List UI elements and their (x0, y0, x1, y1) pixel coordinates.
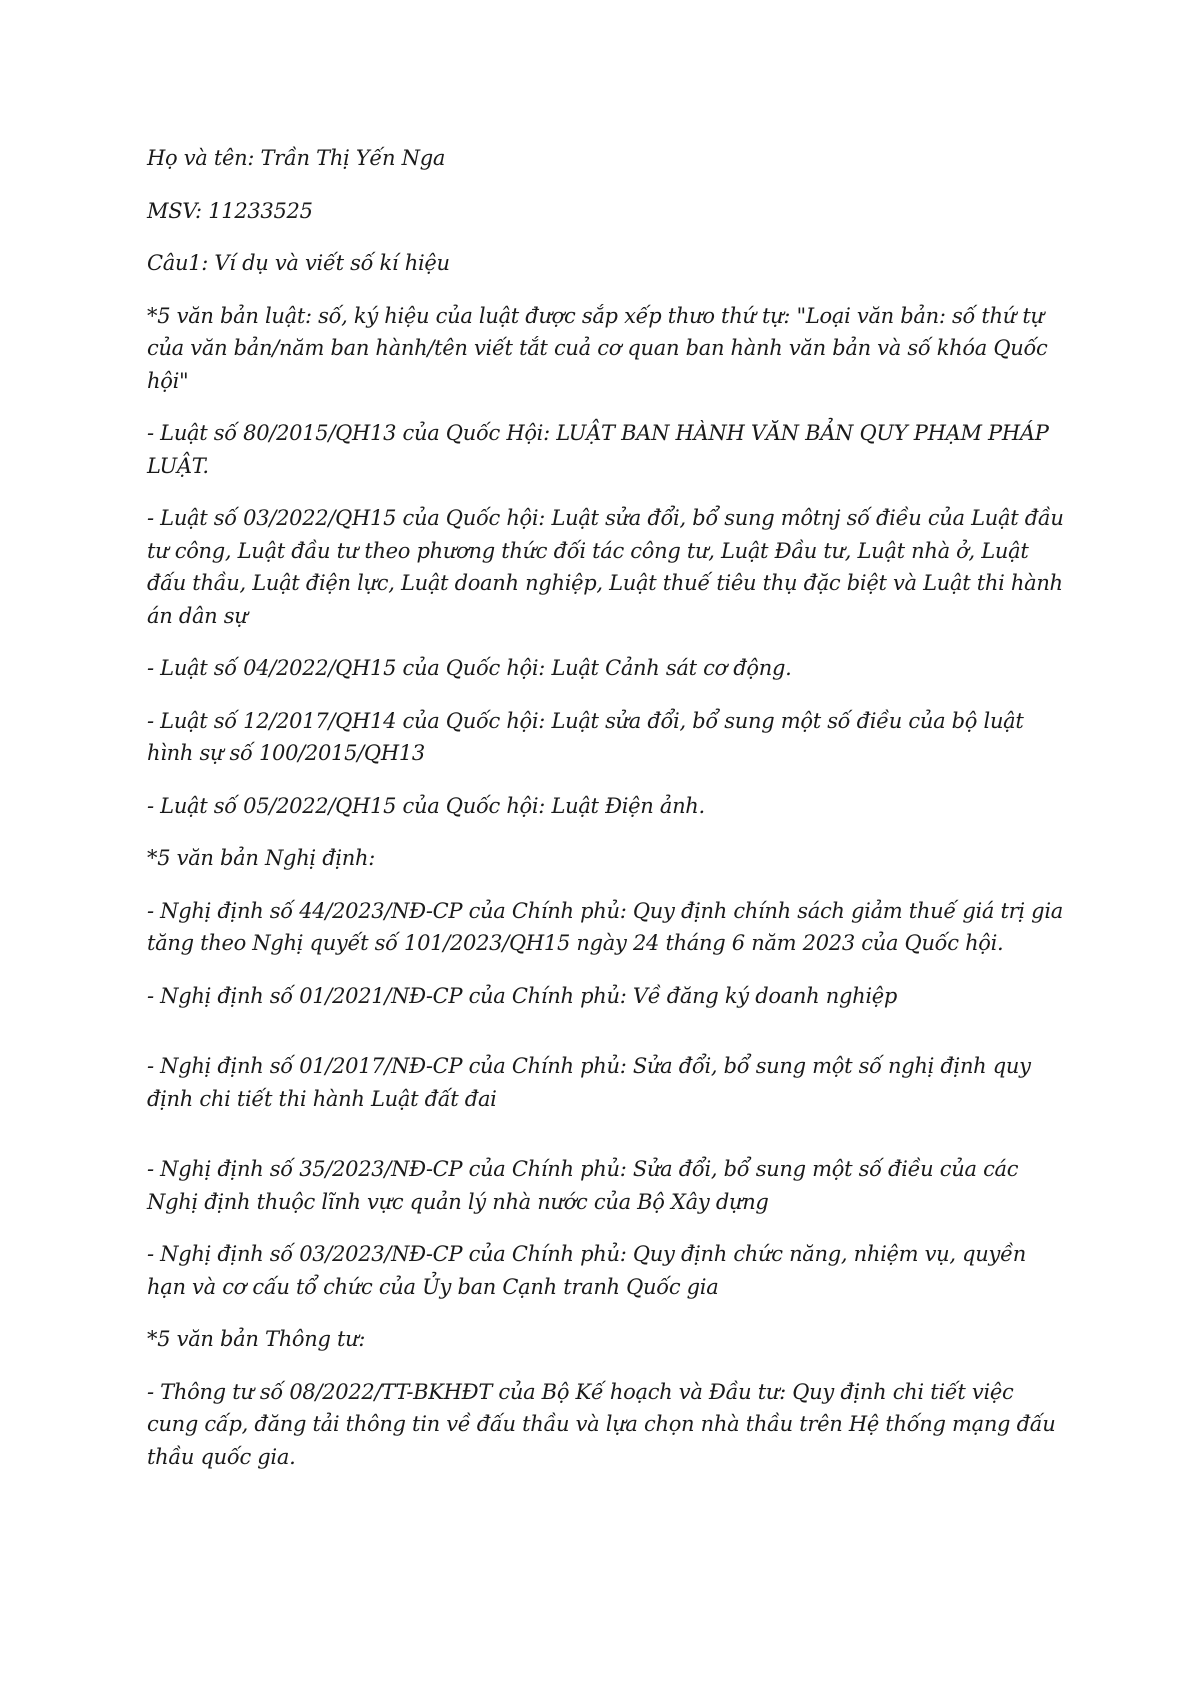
circulars-heading: *5 văn bản Thông tư: (147, 1327, 366, 1351)
law-item: - Luật số 03/2022/QH15 của Quốc hội: Luật sửa đổi, bổ sung môtnj số điều của Luật đầu tư công, Luật đầu tư theo phương thức đối tác công tư, Luật Đầu tư, Luật nhà ở, Luật đấu thầu, Luật điện lực, Luật doanh nghiệp, Luật thuế tiêu thụ đặc biệt và Luật thi hành án dân sự (147, 506, 1064, 628)
decree-item: - Nghị định số 44/2023/NĐ-CP của Chính phủ: Quy định chính sách giảm thuế giá trị gia tăng theo Nghị quyết số 101/2023/QH15 ngày 24 tháng 6 năm 2023 của Quốc hội. (147, 898, 1063, 955)
decree-item: - Nghị định số 03/2023/NĐ-CP của Chính phủ: Quy định chức năng, nhiệm vụ, quyền hạn và cơ cấu tổ chức của Ủy ban Cạnh tranh Quốc gia (147, 1242, 1026, 1299)
law-item: - Luật số 80/2015/QH13 của Quốc Hội: LUẬT BAN HÀNH VĂN BẢN QUY PHẠM PHÁP LUẬT. (147, 421, 1049, 478)
decrees-heading: *5 văn bản Nghị định: (147, 846, 376, 870)
document-body (147, 142, 1065, 1493)
law-item: - Luật số 04/2022/QH15 của Quốc hội: Luật Cảnh sát cơ động. (147, 656, 792, 680)
student-name: Họ và tên: Trần Thị Yến Nga (147, 146, 446, 170)
decree-item: - Nghị định số 35/2023/NĐ-CP của Chính phủ: Sửa đổi, bổ sung một số điều của các Nghị định thuộc lĩnh vực quản lý nhà nước của Bộ Xây dựng (147, 1157, 1019, 1214)
circular-item: - Thông tư số 08/2022/TT-BKHĐT của Bộ Kế hoạch và Đầu tư: Quy định chi tiết việc cung cấp, đăng tải thông tin về đấu thầu và lựa chọn nhà thầu trên Hệ thống mạng đấu thầu quốc gia. (147, 1379, 1056, 1469)
question-title: Câu1: Ví dụ và viết số kí hiệu (147, 251, 450, 275)
student-id: MSV: 11233525 (147, 198, 313, 223)
decree-item: - Nghị định số 01/2017/NĐ-CP của Chính phủ: Sửa đổi, bổ sung một số nghị định quy định chi tiết thi hành Luật đất đai (147, 1054, 1031, 1111)
decree-item: - Nghị định số 01/2021/NĐ-CP của Chính phủ: Về đăng ký doanh nghiệp (147, 983, 897, 1008)
law-item: - Luật số 05/2022/QH15 của Quốc hội: Luật Điện ảnh. (147, 793, 705, 818)
law-item: - Luật số 12/2017/QH14 của Quốc hội: Luật sửa đổi, bổ sung một số điều của bộ luật hình sự số 100/2015/QH13 (147, 708, 1024, 765)
laws-heading: *5 văn bản luật: số, ký hiệu của luật được sắp xếp thưo thứ tự: "Loại văn bản: số thứ tự của văn bản/năm ban hành/tên viết tắt cuả cơ quan ban hành văn bản và số khóa Quốc hội" (147, 303, 1048, 393)
